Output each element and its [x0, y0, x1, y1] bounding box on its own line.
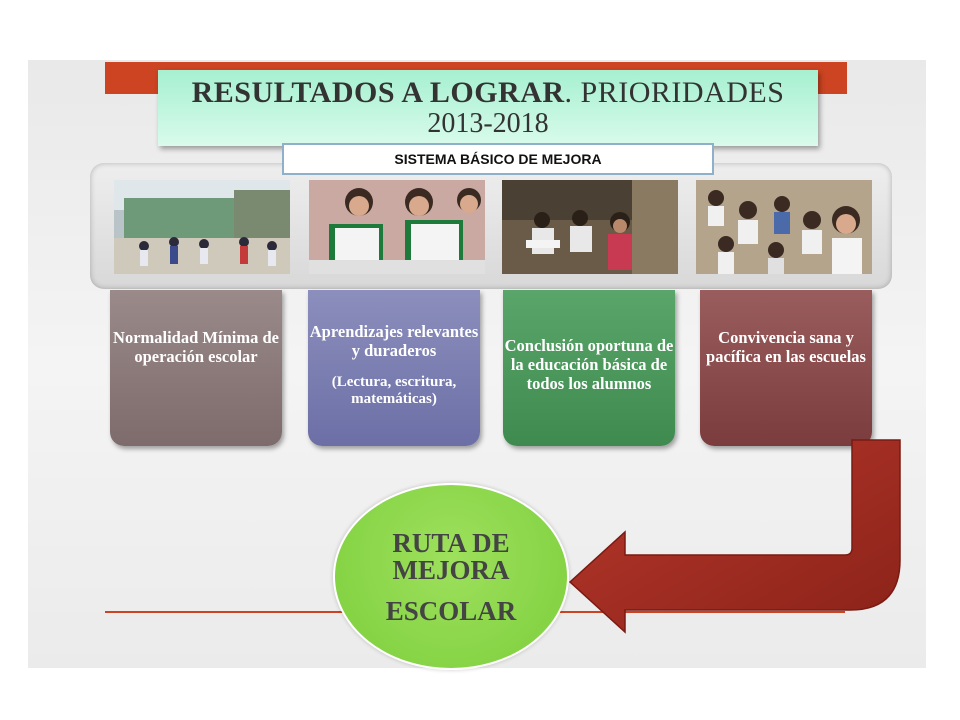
pillar-normalidad [110, 290, 282, 446]
pillar-label: Normalidad Mínima de operación escolar [113, 328, 279, 366]
circle-subtitle: ESCOLAR [385, 596, 517, 626]
pillar-note: (Lectura, escritura, matemáticas) [331, 374, 457, 407]
ruta-de-mejora-circle [333, 483, 569, 670]
pillar-convivencia [700, 290, 872, 446]
subtitle-box: SISTEMA BÁSICO DE MEJORA [282, 143, 714, 175]
title-years: 2013-2018 [427, 108, 549, 139]
title-box [158, 70, 818, 146]
title-rest: . PRIORIDADES [564, 76, 785, 109]
photo-students-group [696, 180, 872, 274]
pillar-label: Conclusión oportuna de la educación básica de todos los alumnos [504, 336, 674, 393]
pillar-aprendizajes [308, 290, 480, 446]
circle-title: RUTA DE MEJORA [392, 528, 510, 585]
pillar-label: Convivencia sana y pacífica en las escuelas [706, 328, 866, 366]
pillar-conclusion [503, 290, 675, 446]
pillar-label: Aprendizajes relevantes y duraderos [309, 322, 479, 360]
title-bold: RESULTADOS A LOGRAR [191, 76, 565, 109]
photo-classroom [502, 180, 678, 274]
photo-certificates [309, 180, 485, 274]
photo-schoolyard [114, 180, 290, 274]
title-line [158, 76, 818, 110]
